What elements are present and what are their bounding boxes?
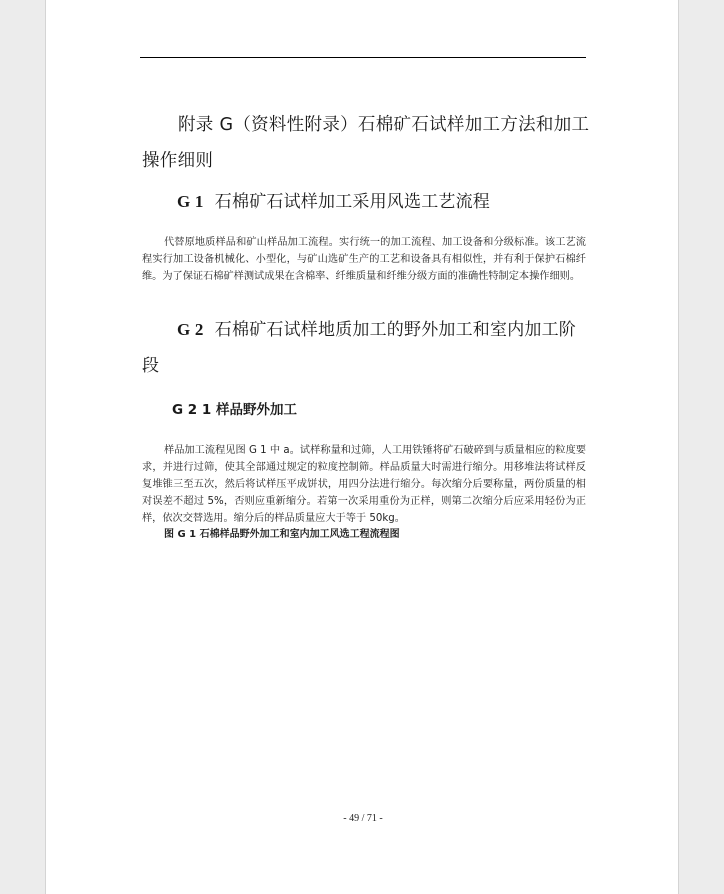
- section-g21-body: 样品加工流程见图 G 1 中 a。试样称量和过筛，人工用铁锤将矿石破碎到与质量相应的粒度要求，并进行过筛，使其全部通过规定的粒度控制筛。样品质量大时需进行缩分。用移堆法将试样反复堆锥三至五次，然后将试样压平成饼状，用四分法进行缩分。每次缩分后要称量，两份质量的相对误差不超过 5%，否则应重新缩分。若第一次采用重份为正样，则第二次缩分后应采用轻份为正样，依次交替选用。缩分后的样品质量应大于等于 50kg。: [142, 445, 586, 524]
- document-page: [45, 0, 679, 894]
- section-g1-heading: [142, 184, 590, 220]
- figure-caption: 图 G 1 石棉样品野外加工和室内加工风选工程流程图: [164, 529, 400, 540]
- appendix-heading: 附录 G（资料性附录）石棉矿石试样加工方法和加工操作细则: [142, 115, 590, 171]
- header-rule: [140, 57, 586, 58]
- section-g1-number: G 1: [177, 192, 204, 211]
- page-number: - 49 / 71 -: [343, 813, 383, 824]
- section-g21-heading: G 2 1 样品野外加工: [172, 402, 297, 418]
- section-g2-heading: [142, 312, 590, 384]
- section-g1-body: 代替原地质样品和矿山样品加工流程。实行统一的加工流程、加工设备和分级标准。该工艺流程实行加工设备机械化、小型化，与矿山选矿生产的工艺和设备具有相似性，并有利于保护石棉纤维。为了保证石棉矿样测试成果在含棉率、纤维质量和纤维分级方面的准确性特制定本操作细则。: [142, 237, 586, 282]
- section-g2-number: G 2: [177, 320, 204, 339]
- section-g2-title: 石棉矿石试样地质加工的野外加工和室内加工阶段: [142, 320, 576, 376]
- section-g1-title: 石棉矿石试样加工采用风选工艺流程: [214, 192, 490, 212]
